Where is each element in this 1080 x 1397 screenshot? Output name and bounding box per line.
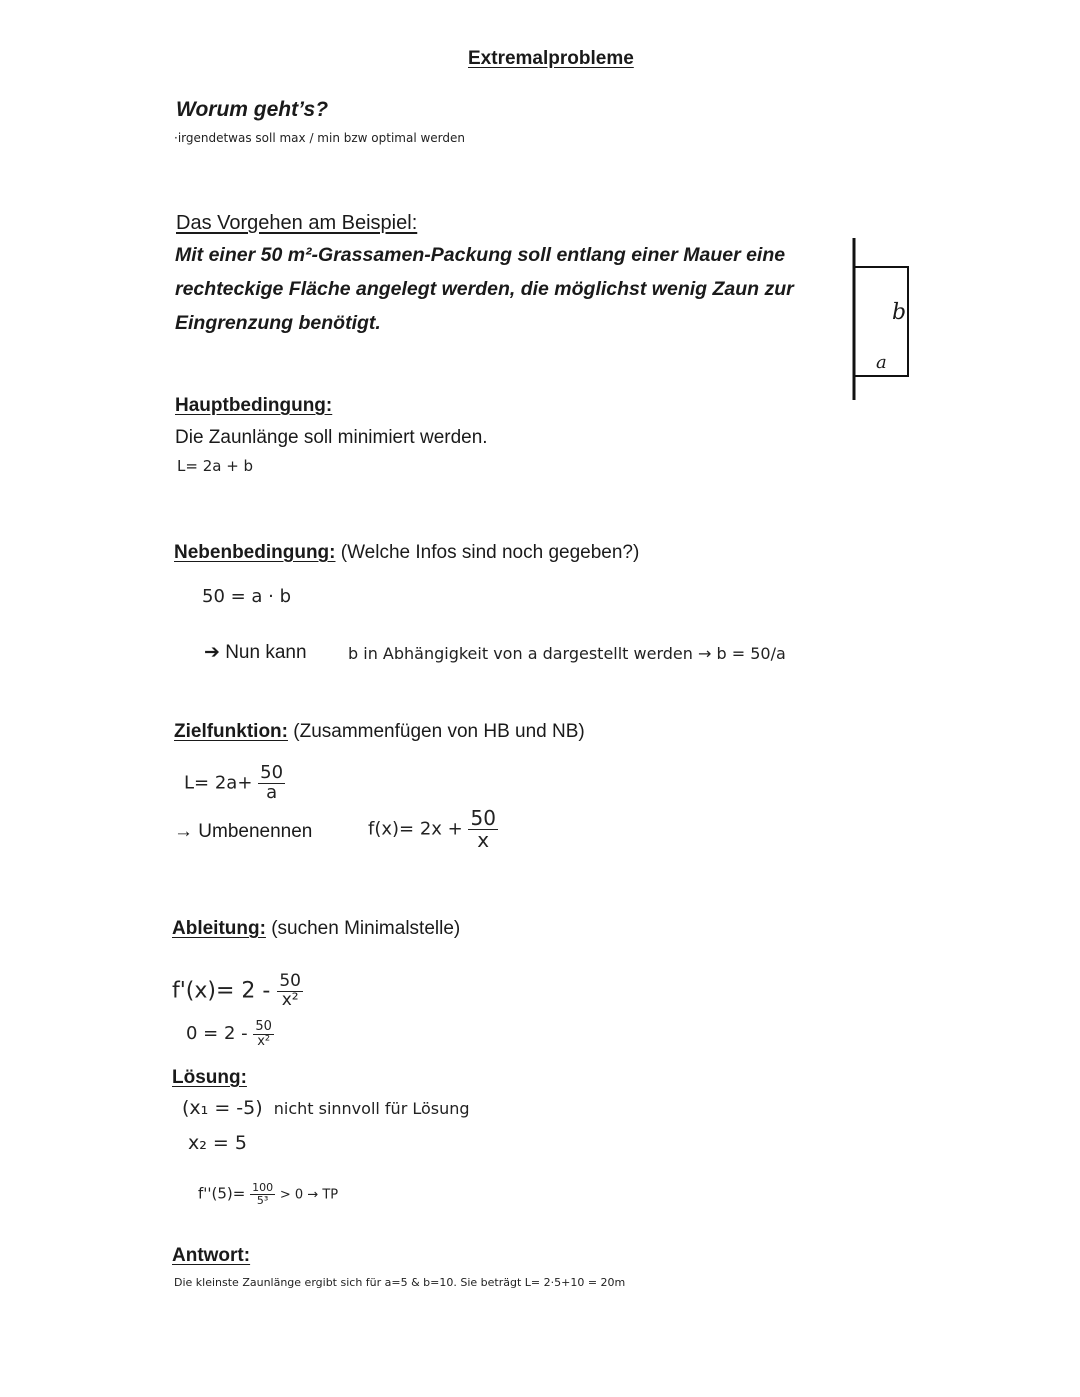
page-title: Extremalprobleme (468, 48, 634, 69)
zielfunktion-l-formula (184, 764, 285, 803)
antwort-heading: Antwort: (172, 1245, 251, 1266)
nebenbedingung-line (174, 542, 639, 564)
equation-prefix: 0 = 2 - (186, 1023, 248, 1045)
derivative-fraction (277, 973, 303, 1010)
second-derivative-fraction (250, 1182, 275, 1206)
equation-denominator: x² (257, 1033, 271, 1049)
hauptbedingung-heading: Hauptbedingung: (175, 395, 333, 416)
derivative-numerator: 50 (279, 971, 301, 991)
example-task-line-2: rechteckige Fläche angelegt werden, die möglichst wenig Zaun zur (175, 278, 794, 300)
second-derivative-numerator: 100 (252, 1181, 274, 1194)
loesung-x1: (x₁ = -5) (182, 1097, 263, 1119)
intro-note: ·irgendetwas soll max / min bzw optimal werden (174, 131, 466, 145)
second-derivative-denominator: 5³ (256, 1193, 269, 1207)
sketch-label-b: b (892, 300, 907, 325)
antwort-text: Die kleinste Zaunlänge ergibt sich für a=5 & b=10. Sie beträgt L= 2·5+10 = 20m (174, 1276, 626, 1289)
derivative-prefix: f'(x)= 2 - (172, 978, 271, 1004)
derivative-formula (172, 973, 303, 1010)
zielfunktion-subtitle: (Zusammenfügen von HB und NB) (293, 721, 585, 742)
rename-label: → Umbenennen (174, 821, 313, 842)
hauptbedingung-formula: L= 2a + b (177, 457, 254, 475)
nebenbedingung-formula: 50 = a · b (202, 586, 292, 607)
ableitung-subtitle: (suchen Minimalstelle) (271, 918, 461, 939)
ableitung-line (172, 918, 460, 940)
example-task-line-3: Eingrenzung benötigt. (175, 312, 381, 334)
second-derivative-prefix: f''(5)= (198, 1184, 246, 1203)
f-denominator: x (477, 828, 490, 852)
intro-heading: Worum geht’s? (176, 98, 329, 121)
nebenbedingung-heading: Nebenbedingung: (174, 542, 336, 563)
example-heading: Das Vorgehen am Beispiel: (176, 212, 418, 234)
equation-fraction (253, 1020, 274, 1048)
nebenbedingung-arrow-text: ➔ Nun kann (204, 642, 307, 663)
f-fraction (468, 808, 497, 851)
derivative-equation (186, 1020, 274, 1048)
l-fraction (258, 764, 285, 803)
derivative-denominator: x² (281, 989, 299, 1010)
l-numerator: 50 (260, 762, 284, 783)
loesung-x1-line (182, 1097, 470, 1119)
fence-sketch (840, 232, 920, 404)
loesung-heading: Lösung: (172, 1067, 247, 1088)
loesung-x1-note: nicht sinnvoll für Lösung (273, 1099, 470, 1118)
second-derivative-line (198, 1182, 338, 1206)
f-prefix: f(x)= 2x + (368, 818, 463, 840)
nebenbedingung-note: b in Abhängigkeit von a dargestellt werden → b = 50/a (348, 644, 786, 663)
zielfunktion-heading: Zielfunktion: (174, 721, 288, 742)
f-numerator: 50 (470, 806, 496, 830)
zielfunktion-f-formula (368, 808, 498, 851)
hauptbedingung-text: Die Zaunlänge soll minimiert werden. (175, 427, 488, 448)
nebenbedingung-question: (Welche Infos sind noch gegeben?) (340, 542, 640, 563)
loesung-x2: x₂ = 5 (188, 1132, 247, 1154)
sketch-label-a: a (876, 352, 887, 373)
zielfunktion-line (174, 721, 585, 743)
ableitung-heading: Ableitung: (172, 918, 266, 939)
l-prefix: L= 2a+ (184, 772, 253, 794)
equation-numerator: 50 (255, 1019, 272, 1034)
second-derivative-suffix: > 0 → TP (279, 1187, 339, 1203)
l-denominator: a (266, 781, 278, 803)
example-task-line-1: Mit einer 50 m²-Grassamen-Packung soll entlang einer Mauer eine (175, 244, 786, 266)
